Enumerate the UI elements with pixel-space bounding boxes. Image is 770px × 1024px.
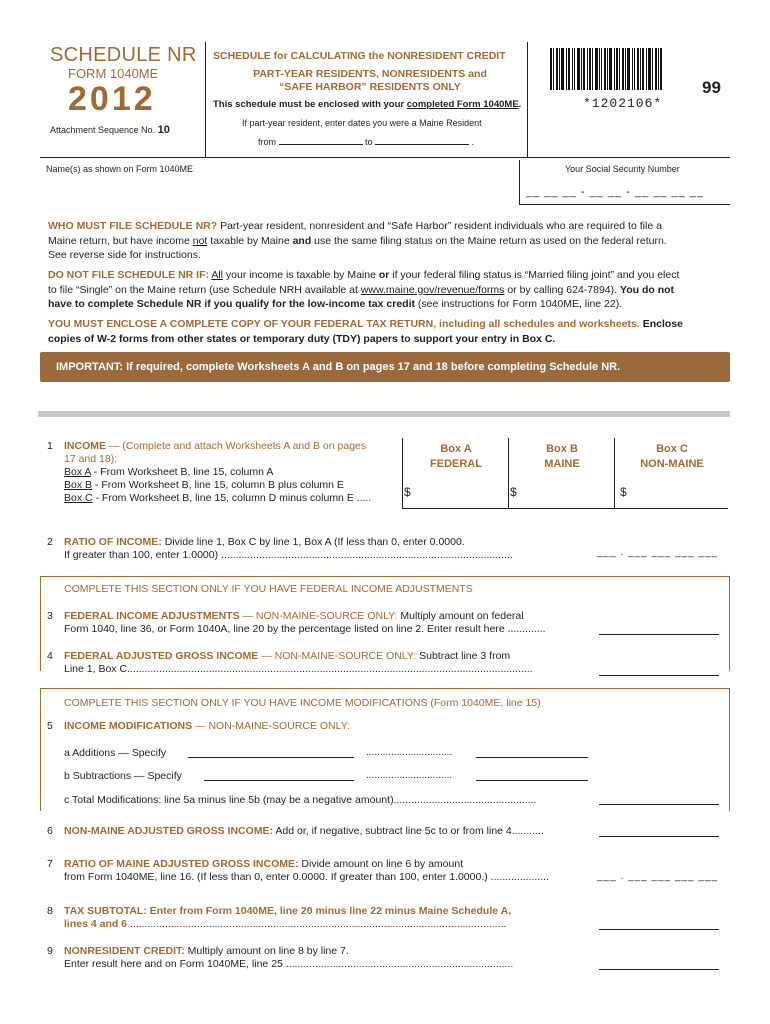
- line-4-label: FEDERAL ADJUSTED GROSS INCOME — NON-MAINE-SOURCE ONLY: Subtract line 3 from Line 1, Box C...........................................................................................................................................: [64, 650, 533, 675]
- line-1-number: 1: [47, 440, 53, 452]
- line-5c-label: c Total Modifications: line 5a minus line 5b (may be a negative amount).................................................: [64, 794, 537, 806]
- line-4-number: 4: [47, 650, 53, 662]
- line-5b-label: b Subtractions — Specify: [64, 770, 182, 782]
- line-2-number: 2: [47, 536, 53, 548]
- section-divider: [38, 411, 730, 417]
- who-must-file: WHO MUST FILE SCHEDULE NR? Part-year resident, nonresident and “Safe Harbor” resident individuals who are required to file a Maine return, but have income not taxable by Maine and use the same filing status on the Maine return as used on the federal return. See reverse side for instructions.: [48, 220, 667, 261]
- name-field[interactable]: [46, 174, 516, 202]
- federal-section-heading: COMPLETE THIS SECTION ONLY IF YOU HAVE FEDERAL INCOME ADJUSTMENTS: [64, 583, 473, 595]
- line-2-ratio-field[interactable]: ___ . ___ ___ ___ ___: [597, 547, 719, 558]
- line-2-label: RATIO OF INCOME: Divide line 1, Box C by line 1, Box A (If less than 0, enter 0.0000. If greater than 100, enter 1.0000) ....................................................................................................: [64, 536, 513, 561]
- form-subtitle-1: PART-YEAR RESIDENTS, NONRESIDENTS and: [253, 68, 487, 80]
- revenue-forms-link[interactable]: www.maine.gov/revenue/forms: [360, 283, 505, 296]
- enclose-note: This schedule must be enclosed with your completed Form 1040ME.: [213, 99, 522, 110]
- resident-dates: from to .: [258, 137, 475, 147]
- line-7-label: RATIO OF MAINE ADJUSTED GROSS INCOME: Divide amount on line 6 by amount from Form 1040ME, line 16. (If less than 0, enter 0.0000. If greater than 100, enter 1.0000.) ....................: [64, 858, 549, 883]
- line-5-label: INCOME MODIFICATIONS — NON-MAINE-SOURCE ONLY:: [64, 720, 351, 732]
- line-5a-specify[interactable]: [188, 757, 354, 758]
- line-8-number: 8: [47, 905, 53, 917]
- line-9-label: NONRESIDENT CREDIT: Multiply amount on line 8 by line 7. Enter result here and on Form 1040ME, line 25 ..............................................................................: [64, 945, 514, 970]
- box-b-input[interactable]: [510, 485, 612, 507]
- line-5c-amount[interactable]: [599, 804, 719, 805]
- line-8-amount[interactable]: [599, 929, 719, 930]
- line-7-ratio-field[interactable]: ___ . ___ ___ ___ ___: [597, 871, 719, 882]
- box-b-header: Box B MAINE: [544, 443, 580, 470]
- enclose-instructions: YOU MUST ENCLOSE A COMPLETE COPY OF YOUR FEDERAL TAX RETURN, including all schedules and worksheets. Enclose copies of W-2 forms from other states or temporary duty (TDY) papers to support your entry in Box C.: [48, 318, 683, 345]
- form-main-title: SCHEDULE for CALCULATING the NONRESIDENT CREDIT: [213, 50, 506, 62]
- box-a-header: Box A FEDERAL: [430, 443, 482, 470]
- partyear-prompt: If part-year resident, enter dates you were a Maine Resident: [242, 118, 482, 128]
- attachment-sequence: Attachment Sequence No. 10: [50, 124, 170, 136]
- box-a-dollar: $: [404, 485, 411, 499]
- line-5b-specify[interactable]: [204, 780, 354, 781]
- line-5b-amount[interactable]: [476, 780, 588, 781]
- line-5a-dots: ...............................: [366, 747, 453, 758]
- line-6-label: NON-MAINE ADJUSTED GROSS INCOME: Add or, if negative, subtract line 5c to or from line 4...........: [64, 825, 544, 837]
- line-5a-label: a Additions — Specify: [64, 747, 167, 759]
- line-3-amount[interactable]: [599, 634, 719, 635]
- tax-year: 2012: [68, 80, 156, 118]
- form-label: FORM 1040ME: [68, 66, 159, 81]
- box-c-input[interactable]: [620, 485, 728, 507]
- line-5a-amount[interactable]: [476, 757, 588, 758]
- schedule-title: SCHEDULE NR: [50, 44, 197, 66]
- line-9-amount[interactable]: [599, 969, 719, 970]
- line-3-label: FEDERAL INCOME ADJUSTMENTS — NON-MAINE-SOURCE ONLY: Multiply amount on federal Form 1040, line 36, or Form 1040A, line 20 by the percentage listed on line 2. Enter result here .............: [64, 610, 546, 635]
- barcode: [550, 48, 662, 90]
- line-8-label: TAX SUBTOTAL: Enter from Form 1040ME, line 20 minus line 22 minus Maine Schedule A, lines 4 and 6 .................................................................................................................................: [64, 905, 512, 930]
- box-a-input[interactable]: [404, 485, 506, 507]
- line-4-amount[interactable]: [599, 675, 719, 676]
- important-banner: IMPORTANT: If required, complete Worksheets A and B on pages 17 and 18 before completing Schedule NR.: [40, 352, 730, 382]
- ssn-label: Your Social Security Number: [565, 164, 680, 174]
- line-5b-dots: ...............................: [366, 770, 453, 781]
- box-c-dollar: $: [620, 485, 627, 499]
- form-code: 99: [702, 78, 721, 97]
- line-6-number: 6: [47, 825, 53, 837]
- box-b-dollar: $: [510, 485, 517, 499]
- line-1-label: INCOME — (Complete and attach Worksheets A and B on pages 17 and 18): Box A - From Worksheet B, line 15, column A Box B - From Worksheet B, line 15, column B plus column E Box C - From Worksheet B, line 15, column D minus column E .....: [64, 440, 372, 504]
- do-not-file: DO NOT FILE SCHEDULE NR IF: All your income is taxable by Maine or if your federal filing status is “Married filing joint” and you elect to file “Single” on the Maine return (use Schedule NRH available at www.maine.gov/revenue/forms or by calling 624-7894). You do not have to complete Schedule NR if you qualify for the low-income tax credit (see instructions for Form 1040ME, line 22).: [48, 269, 680, 310]
- line-9-number: 9: [47, 945, 53, 957]
- line-7-number: 7: [47, 858, 53, 870]
- from-date-field[interactable]: [279, 136, 363, 145]
- ssn-field[interactable]: __ __ __ ‑ __ __ ‑ __ __ __ __: [526, 186, 705, 198]
- line-5-number: 5: [47, 720, 53, 732]
- to-date-field[interactable]: [375, 136, 469, 145]
- name-label: Name(s) as shown on Form 1040ME: [46, 164, 194, 174]
- form-subtitle-2: “SAFE HARBOR” RESIDENTS ONLY: [279, 81, 461, 93]
- line-3-number: 3: [47, 610, 53, 622]
- modifications-section-heading: COMPLETE THIS SECTION ONLY IF YOU HAVE INCOME MODIFICATIONS (Form 1040ME, line 15): [64, 697, 541, 709]
- line-6-amount[interactable]: [599, 836, 719, 837]
- box-c-header: Box C NON-MAINE: [640, 443, 704, 470]
- barcode-text: *1202106*: [583, 96, 663, 111]
